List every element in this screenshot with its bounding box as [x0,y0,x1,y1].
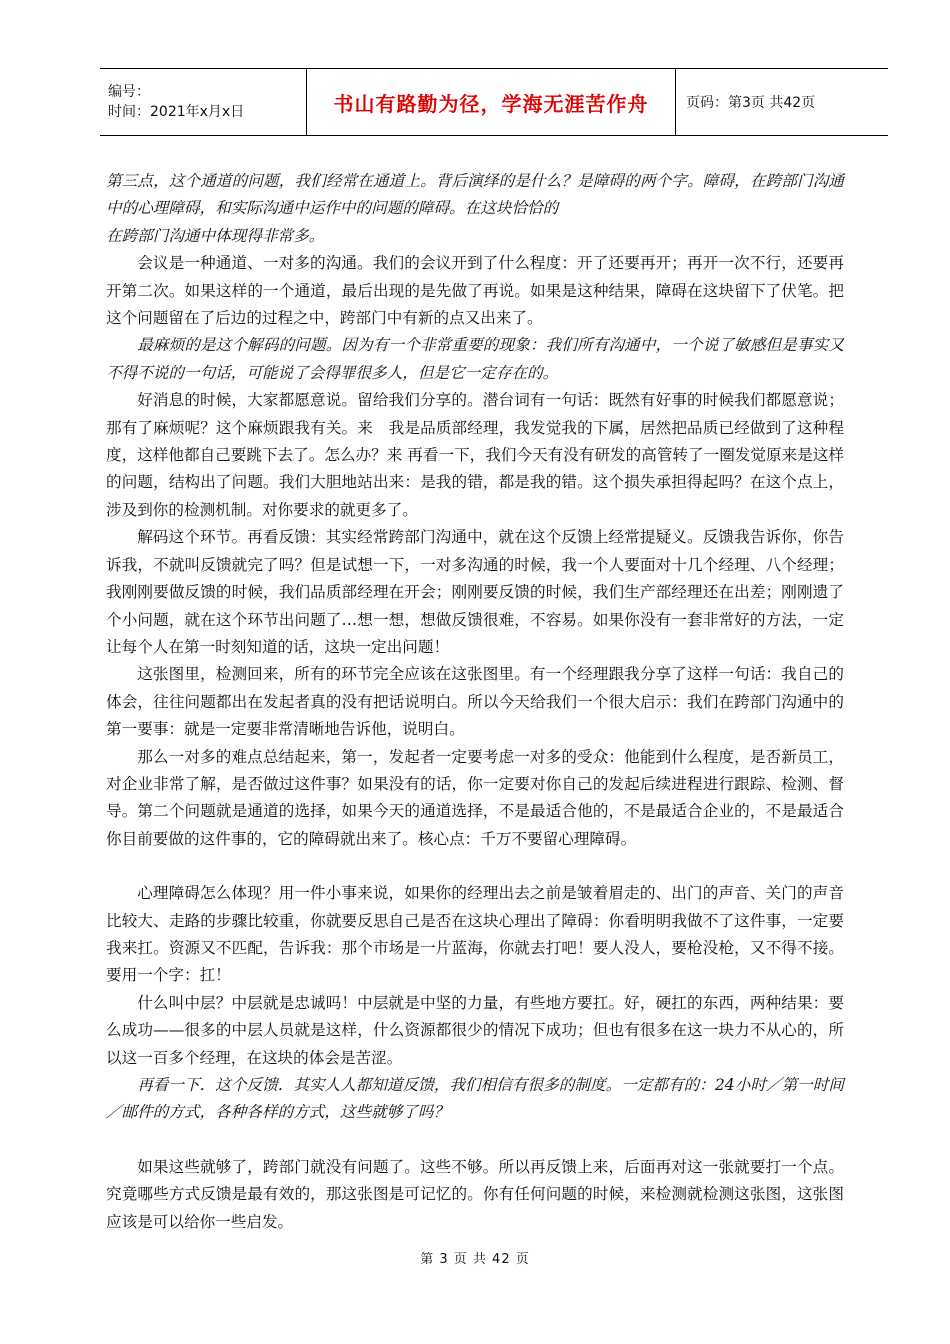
paragraph: 解码这个环节。再看反馈：其实经常跨部门沟通中，就在这个反馈上经常提疑义。反馈我告诉你，你告诉我，不就叫反馈就完了吗？但是试想一下，一对多沟通的时候，我一个人要面对十几个经理、八个经理；我刚刚要做反馈的时候，我们品质部经理在开会；刚刚要反馈的时候，我们生产部经理还在出差；刚刚遗了个小问题，就在这个环节出问题了…想一想，想做反馈很难，不容易。如果你没有一套非常好的方法，一定让每个人在第一时刻知道的话，这块一定出问题！ [106,528,844,656]
header-date: 时间：2021年x月x日 [108,104,245,120]
paragraph-gap [106,1127,844,1154]
paragraph-gap [106,853,844,880]
header-number-label: 编号： [108,84,150,100]
header-page-info: 页码：第3页 共42页 [686,95,816,111]
paragraph: 第三点，这个通道的问题，我们经常在通道上。背后演绎的是什么？是障碍的两个字。障碍，在跨部门沟通中的心理障碍，和实际沟通中运作中的问题的障碍。在这块恰恰的 [106,172,844,218]
footer-page-number: 第 3 页 共 42 页 [420,1252,530,1267]
paragraph: 什么叫中层？中层就是忠诚吗！中层就是中坚的力量，有些地方要扛。好，硬扛的东西，两种结果：要么成功——很多的中层人员就是这样，什么资源都很少的情况下成功；但也有很多在这一块力不从心的，所以这一百多个经理，在这块的体会是苦涩。 [106,993,844,1067]
header-slogan: 书山有路勤为径，学海无涯苦作舟 [333,91,649,116]
paragraph: 好消息的时候，大家都愿意说。留给我们分享的。潜台词有一句话：既然有好事的时候我们都愿意说；那有了麻烦呢？这个麻烦跟我有关。来 我是品质部经理，我发觉我的下属，居然把品质已经做到了这种程度，这样他都自己要跳下去了。怎么办？来 再看一下，我们今天有没有研发的高管转了一圈发觉原来是这样的问题，结构出了问题。我们大胆地站出来：是我的错，都是我的错。这个损失承担得起吗？在这个点上，涉及到你的检测机制。对你要求的就更多了。 [106,391,844,519]
paragraph: 会议是一种通道、一对多的沟通。我们的会议开到了什么程度：开了还要再开；再开一次不行，还要再开第二次。如果这样的一个通道，最后出现的是先做了再说。如果是这种结果，障碍在这块留下了伏笔。把这个问题留在了后边的过程之中，跨部门中有新的点又出来了。 [106,254,844,328]
document-body [106,168,844,1236]
page-header [100,68,888,136]
page-footer [0,1248,950,1267]
paragraph: 如果这些就够了，跨部门就没有问题了。这些不够。所以再反馈上来，后面再对这一张就要打一个点。究竟哪些方式反馈是最有效的，那这张图是可记忆的。你有任何问题的时候，来检测就检测这张图，这张图应该是可以给你一些启发。 [106,1157,844,1231]
paragraph: 最麻烦的是这个解码的问题。因为有一个非常重要的现象：我们所有沟通中，一个说了敏感但是事实又不得不说的一句话，可能说了会得罪很多人，但是它一定存在的。 [106,336,844,382]
paragraph: 在跨部门沟通中体现得非常多。 [106,226,325,245]
paragraph: 那么一对多的难点总结起来，第一，发起者一定要考虑一对多的受众：他能到什么程度，是否新员工，对企业非常了解，是否做过这件事？如果没有的话，你一定要对你自己的发起后续进程进行跟踪、检测、督导。第二个问题就是通道的选择，如果今天的通道选择，不是最适合他的，不是最适合企业的，不是最适合你目前要做的这件事的，它的障碍就出来了。核心点：千万不要留心理障碍。 [106,747,844,848]
header-slogan-cell [307,69,676,135]
header-page-cell [676,69,888,135]
header-meta [100,69,307,135]
paragraph: 心理障碍怎么体现？用一件小事来说，如果你的经理出去之前是皱着眉走的、出门的声音、关门的声音比较大、走路的步骤比较重，你就要反思自己是否在这块心理出了障碍：你看明明我做不了这件事，一定要我来扛。资源又不匹配，告诉我：那个市场是一片蓝海，你就去打吧！要人没人，要枪没枪，又不得不接。要用一个字：扛！ [106,884,844,985]
paragraph: 再看一下．这个反馈．其实人人都知道反馈，我们相信有很多的制度。一定都有的：24小时／第一时间／邮件的方式，各种各样的方式，这些就够了吗？ [106,1076,844,1122]
paragraph: 这张图里，检测回来，所有的环节完全应该在这张图里。有一个经理跟我分享了这样一句话：我自己的体会，往往问题都出在发起者真的没有把话说明白。所以今天给我们一个很大启示：我们在跨部门沟通中的第一要事：就是一定要非常清晰地告诉他，说明白。 [106,665,844,739]
